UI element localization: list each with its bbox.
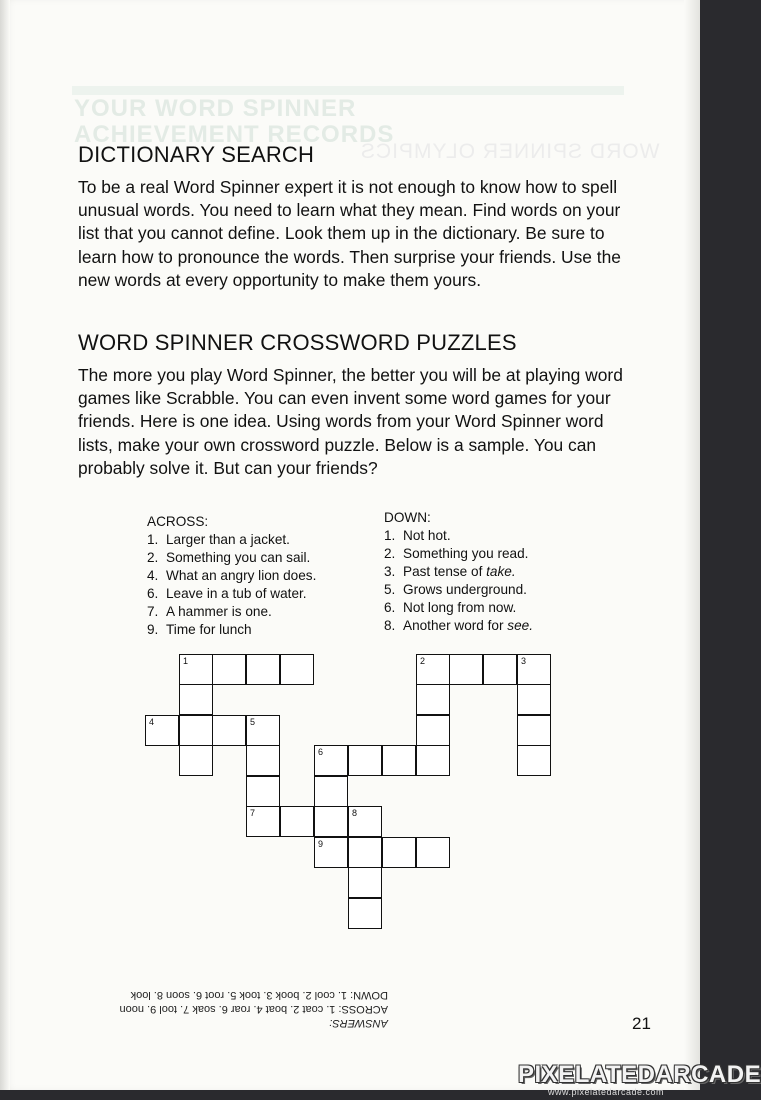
grid-cell — [483, 654, 517, 685]
clue-text: Time for lunch — [166, 622, 252, 637]
clue-number: 2. — [147, 550, 159, 565]
grid-cell — [246, 715, 280, 746]
grid-cell — [517, 745, 551, 776]
grid-cell — [246, 806, 280, 837]
clue-row — [384, 581, 533, 599]
answers-down: DOWN: 1. cool 2. book 3. took 5. root 6. soon 8. look — [130, 989, 388, 1001]
answers-title: ANSWERS: — [329, 1017, 388, 1029]
cell-number: 5 — [250, 717, 256, 727]
grid-cell — [314, 776, 348, 807]
cell-number: 4 — [149, 717, 155, 727]
clue-number: 7. — [147, 604, 159, 619]
grid-cell — [348, 745, 382, 776]
grid-cell — [314, 745, 348, 776]
grid-cell — [314, 806, 348, 837]
watermark-url: www.pixelatedarcade.com — [548, 1087, 665, 1097]
grid-cell — [416, 837, 450, 868]
page-number: 21 — [632, 1014, 651, 1033]
cell-number: 7 — [250, 808, 256, 818]
clue-row — [384, 563, 533, 581]
clue-row — [384, 545, 533, 563]
grid-cell — [145, 715, 179, 746]
clue-row — [147, 531, 316, 549]
clue-text: Grows underground. — [403, 582, 527, 597]
grid-cell — [179, 654, 213, 685]
clue-number: 5. — [384, 582, 396, 597]
clue-text: Another word for — [403, 618, 508, 633]
clue-number: 4. — [147, 568, 159, 583]
grid-cell — [348, 867, 382, 898]
clue-number: 2. — [384, 546, 396, 561]
grid-cell — [212, 715, 246, 746]
answers-across: ACROSS: 1. coat 2. boat 4. roar 6. soak 7. tool 9. noon — [119, 1003, 388, 1015]
cell-number: 9 — [318, 839, 324, 849]
across-header: ACROSS: — [147, 514, 209, 529]
clue-text: Leave in a tub of water. — [166, 586, 307, 601]
clue-text: What an angry lion does. — [166, 568, 317, 583]
dictionary-body: To be a real Word Spinner expert it is not enough to know how to spell unusual words. You need to learn what they mean. Find words on your list that you cannot define. Look them up in the dictionary. Be sure to learn how to pronounce the words. Then surprise your friends. Use the new words at every opportunity to make them yours. — [78, 177, 621, 290]
clue-text: Larger than a jacket. — [166, 532, 290, 547]
crossword-heading: WORD SPINNER CROSSWORD PUZZLES — [78, 330, 517, 355]
grid-cell — [314, 837, 348, 868]
grid-cell — [280, 806, 314, 837]
page-edge-shadow — [684, 0, 700, 1090]
grid-cell — [280, 654, 314, 685]
bleed-through-mirrored-heading: WORD SPINNER OLYMPICS — [360, 140, 660, 163]
grid-cell — [348, 837, 382, 868]
grid-cell — [416, 684, 450, 715]
grid-cell — [348, 806, 382, 837]
clue-text: Past tense of — [403, 564, 487, 579]
grid-cell — [246, 654, 280, 685]
clue-row — [147, 603, 316, 621]
clue-number: 8. — [384, 618, 396, 633]
clue-row — [147, 621, 316, 639]
grid-cell — [179, 684, 213, 715]
watermark-brand: PIXELATEDARCADE — [518, 1061, 761, 1088]
grid-cell — [179, 715, 213, 746]
bleed-through-title: YOUR WORD SPINNER ACHIEVEMENT RECORDS — [74, 95, 395, 148]
grid-cell — [416, 745, 450, 776]
upside-down-answers — [88, 988, 388, 1030]
cell-number: 3 — [521, 656, 527, 666]
clue-row — [384, 527, 533, 545]
clue-row — [147, 549, 316, 567]
grid-cell — [246, 776, 280, 807]
dictionary-heading: DICTIONARY SEARCH — [78, 142, 315, 167]
grid-cell — [212, 654, 246, 685]
clue-number: 1. — [384, 528, 396, 543]
down-header: DOWN: — [384, 510, 431, 525]
clue-text: A hammer is one. — [166, 604, 272, 619]
cell-number: 1 — [183, 656, 189, 666]
grid-cell — [416, 654, 450, 685]
grid-cell — [348, 898, 382, 929]
clue-number: 3. — [384, 564, 396, 579]
clue-number: 9. — [147, 622, 159, 637]
clue-text: Something you can sail. — [166, 550, 311, 565]
grid-cell — [517, 684, 551, 715]
page-spine-shadow — [0, 0, 10, 1090]
clue-row — [147, 585, 316, 603]
clue-row — [384, 599, 533, 617]
cell-number: 2 — [420, 656, 426, 666]
clue-number: 6. — [147, 586, 159, 601]
grid-cell — [517, 654, 551, 685]
grid-cell — [449, 654, 483, 685]
clue-row — [384, 617, 533, 635]
grid-cell — [416, 715, 450, 746]
grid-cell — [179, 745, 213, 776]
grid-cell — [382, 837, 416, 868]
clue-row — [147, 567, 316, 585]
clue-emphasis: see. — [507, 618, 533, 633]
grid-cell — [382, 745, 416, 776]
crossword-body: The more you play Word Spinner, the better you will be at playing word games like Scrabble. You can even invent some word games for your friends. Here is one idea. Using words from your Word Spinner word lists, make your own crossword puzzle. Below is a sample. You can probably solve it. But can your friends? — [78, 365, 623, 478]
across-clues — [147, 513, 316, 639]
cell-number: 6 — [318, 747, 324, 757]
clue-number: 6. — [384, 600, 396, 615]
clue-text: Something you read. — [403, 546, 529, 561]
grid-cell — [517, 715, 551, 746]
down-clues — [384, 509, 533, 635]
clue-text: Not hot. — [403, 528, 451, 543]
clue-text: Not long from now. — [403, 600, 517, 615]
clue-emphasis: take. — [486, 564, 516, 579]
grid-cell — [246, 745, 280, 776]
bleed-through-bar — [72, 86, 624, 95]
cell-number: 8 — [352, 808, 358, 818]
clue-number: 1. — [147, 532, 159, 547]
